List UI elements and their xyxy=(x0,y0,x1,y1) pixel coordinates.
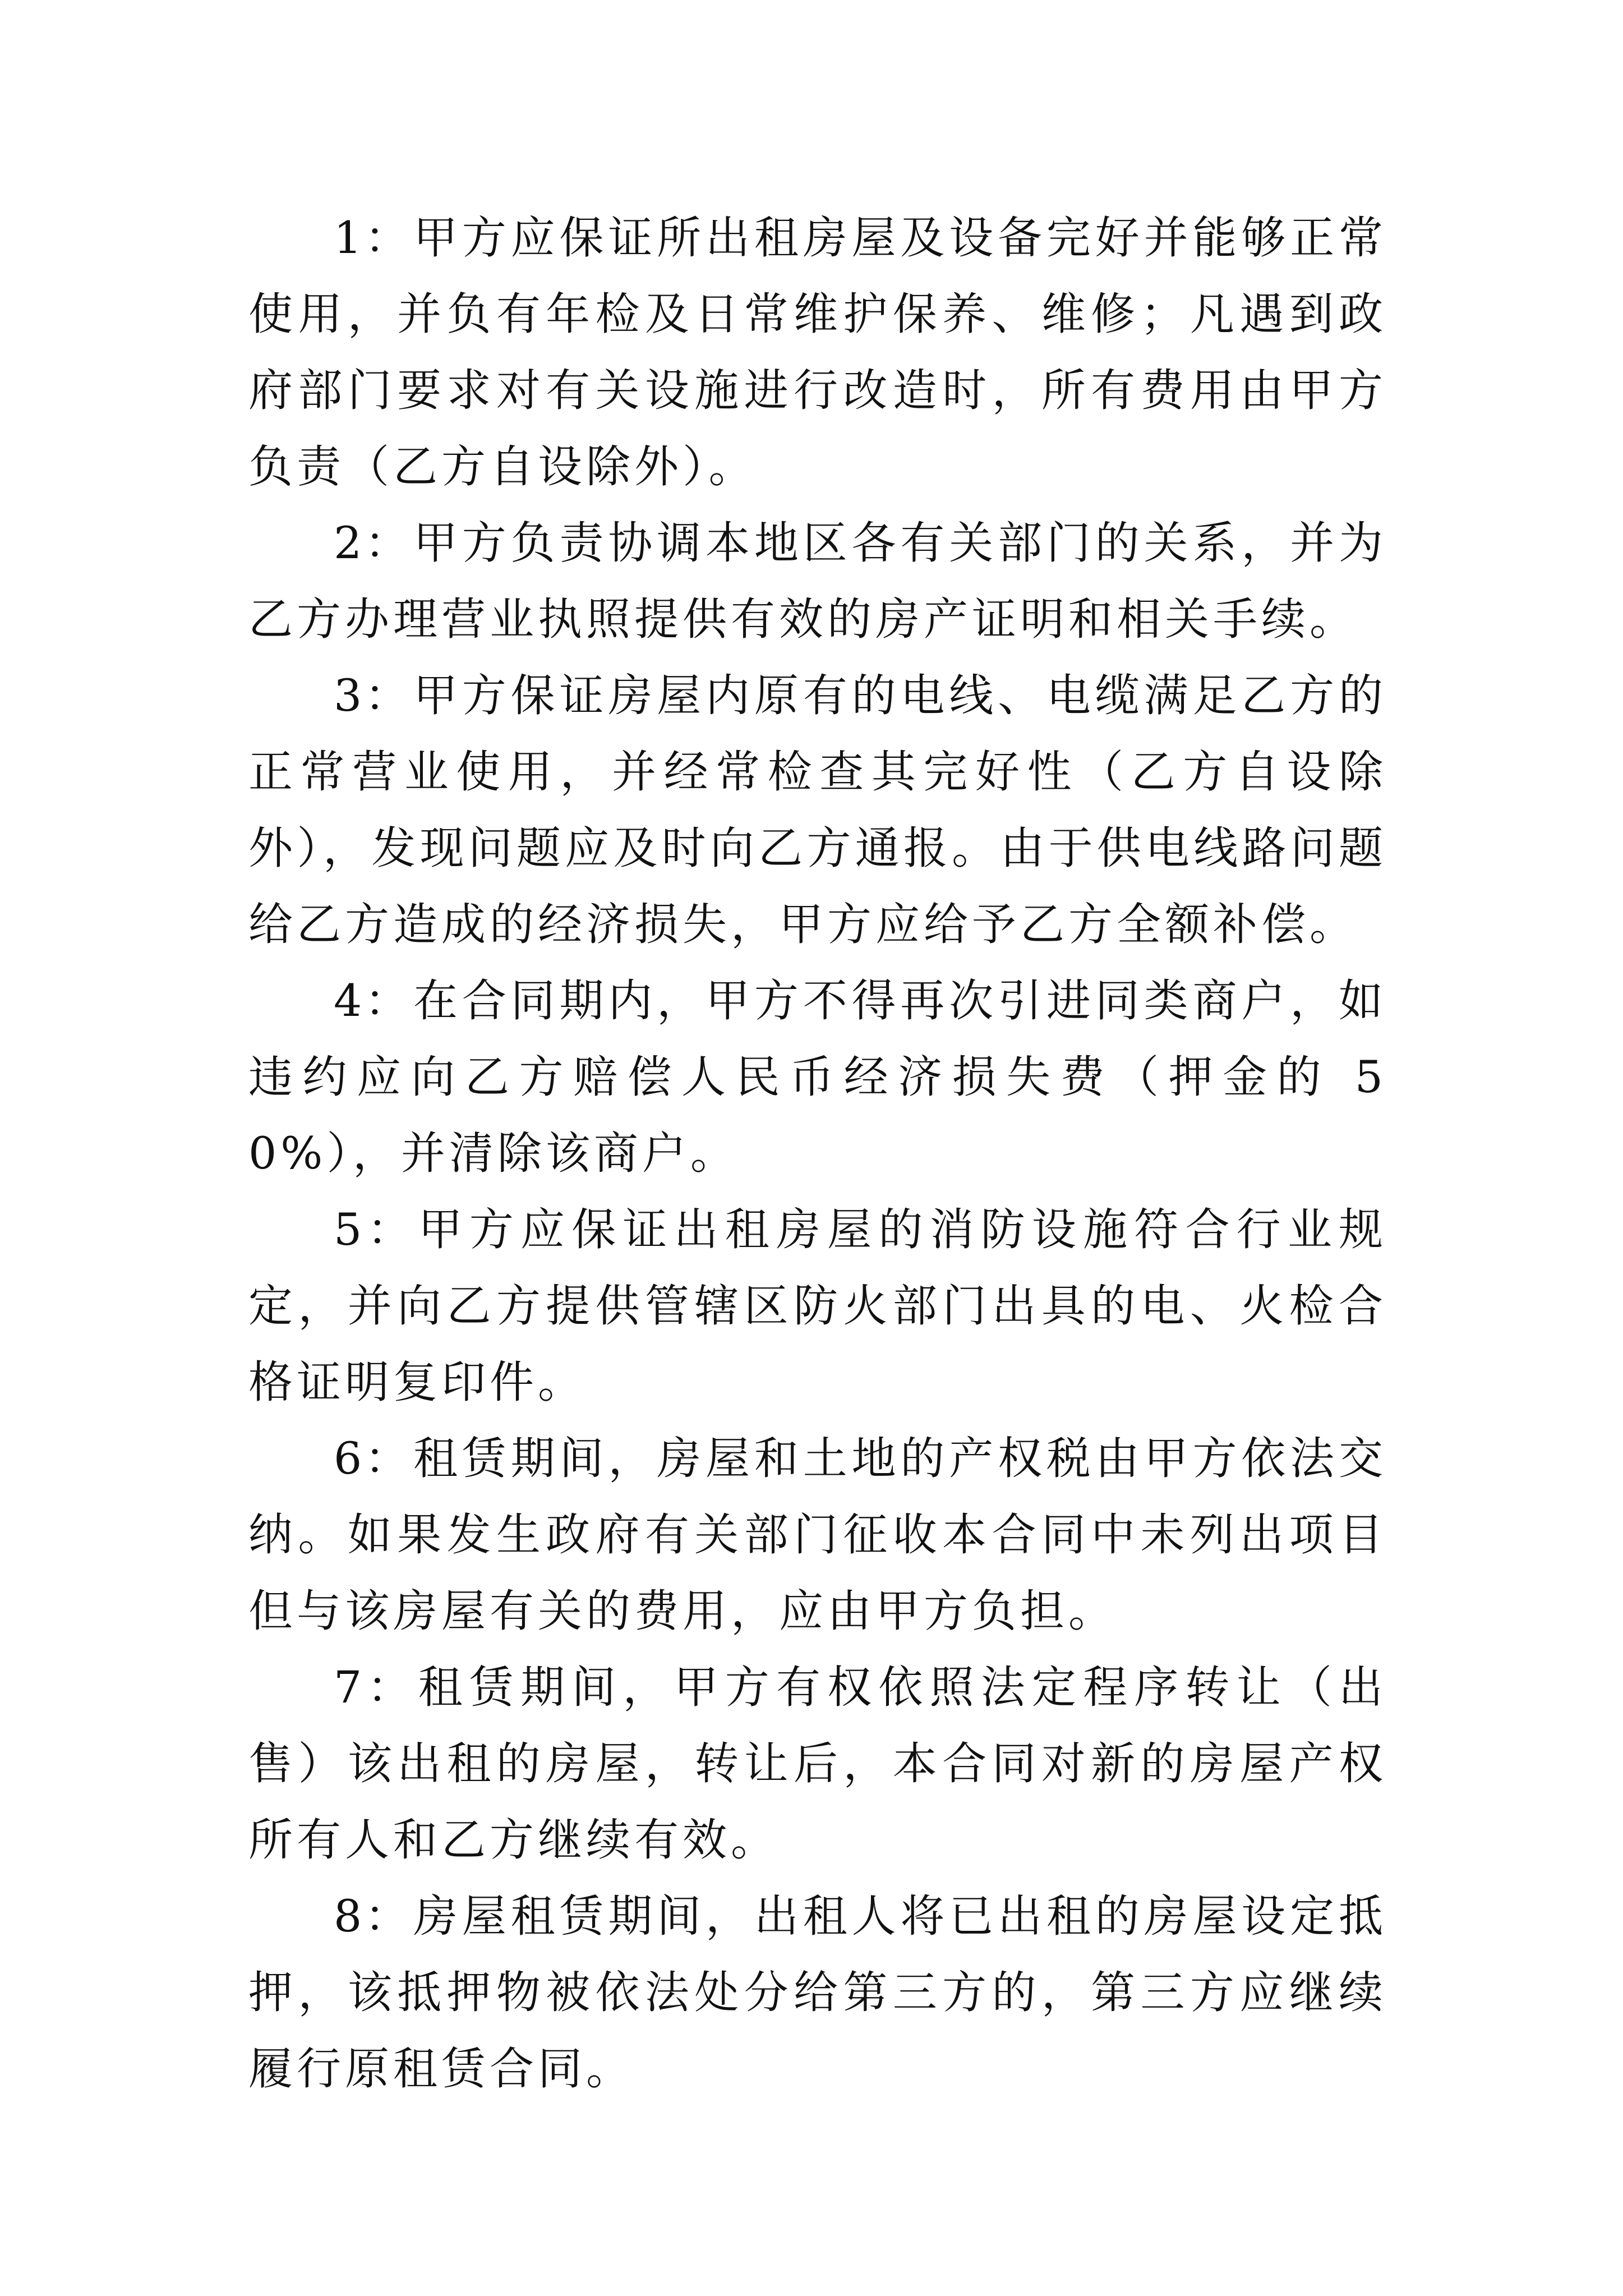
clause-number: 1 xyxy=(334,212,365,264)
clause-8 xyxy=(248,1878,1387,2107)
clause-text: ：甲方应保证出租房屋的消防设施符合行业规定，并向乙方提供管辖区防火部门出具的电、火检合格证明复印件。 xyxy=(248,1204,1387,1408)
clause-text: ：甲方保证房屋内原有的电线、电缆满足乙方的正常营业使用，并经常检查其完好性（乙方自设除外），发现问题应及时向乙方通报。由于供电线路问题给乙方造成的经济损失，甲方应给予乙方全额补偿。 xyxy=(248,670,1387,950)
clause-6 xyxy=(248,1420,1387,1649)
clause-number: 6 xyxy=(334,1433,365,1484)
clause-2 xyxy=(248,505,1387,657)
clause-text: ：租赁期间，甲方有权依照法定程序转让（出售）该出租的房屋，转让后，本合同对新的房屋产权所有人和乙方继续有效。 xyxy=(248,1662,1387,1866)
clause-text: ：甲方应保证所出租房屋及设备完好并能够正常使用，并负有年检及日常维护保养、维修；凡遇到政府部门要求对有关设施进行改造时，所有费用由甲方负责（乙方自设除外）。 xyxy=(248,212,1387,493)
clause-number: 8 xyxy=(334,1890,365,1942)
clause-4 xyxy=(248,963,1387,1191)
clause-number: 5 xyxy=(334,1204,365,1255)
clause-text: ：甲方负责协调本地区各有关部门的关系，并为乙方办理营业执照提供有效的房产证明和相关手续。 xyxy=(248,517,1387,645)
clause-3 xyxy=(248,657,1387,963)
document-body xyxy=(248,200,1387,2107)
clause-number: 2 xyxy=(334,517,365,569)
clause-1 xyxy=(248,200,1387,505)
clause-7 xyxy=(248,1649,1387,1878)
clause-number: 4 xyxy=(334,975,365,1027)
clause-number: 7 xyxy=(334,1662,365,1713)
clause-5 xyxy=(248,1191,1387,1420)
clause-number: 3 xyxy=(334,670,365,721)
clause-text: ：租赁期间，房屋和土地的产权税由甲方依法交纳。如果发生政府有关部门征收本合同中未列出项目但与该房屋有关的费用，应由甲方负担。 xyxy=(248,1433,1387,1637)
clause-text: ：在合同期内，甲方不得再次引进同类商户，如违约应向乙方赔偿人民币经济损失费（押金的 50%），并清除该商户。 xyxy=(248,975,1387,1179)
clause-text: ：房屋租赁期间，出租人将已出租的房屋设定抵押，该抵押物被依法处分给第三方的，第三方应继续履行原租赁合同。 xyxy=(248,1890,1387,2095)
